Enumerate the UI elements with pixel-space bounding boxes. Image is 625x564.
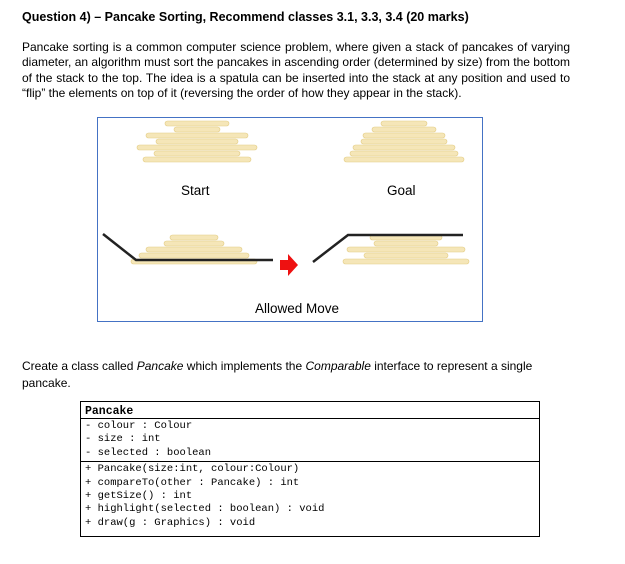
uml-method: + highlight(selected : boolean) : void bbox=[85, 503, 325, 516]
pancake bbox=[381, 121, 427, 126]
pancake bbox=[344, 157, 464, 162]
uml-attribute: - selected : boolean bbox=[85, 446, 212, 459]
pancake-sorting-figure bbox=[97, 117, 483, 322]
desc-suffix: interface to represent a single pancake. bbox=[22, 359, 533, 390]
pancake bbox=[170, 235, 218, 240]
start-stack bbox=[137, 121, 257, 162]
pancake bbox=[156, 139, 238, 144]
pancake bbox=[164, 241, 224, 246]
desc-class-name: Pancake bbox=[136, 359, 184, 373]
pancake bbox=[174, 127, 220, 132]
uml-method: + getSize() : int bbox=[85, 489, 193, 502]
desc-middle: which implements the bbox=[183, 359, 306, 373]
pancake-diagram bbox=[98, 118, 484, 323]
question-title: Question 4) – Pancake Sorting, Recommend classes 3.1, 3.3, 3.4 (20 marks) bbox=[22, 10, 469, 24]
pancake bbox=[343, 259, 469, 264]
pancake bbox=[363, 133, 445, 138]
pancake bbox=[364, 253, 448, 258]
pancake bbox=[165, 121, 229, 126]
pancake bbox=[361, 139, 447, 144]
uml-method: + compareTo(other : Pancake) : int bbox=[85, 476, 300, 489]
class-description bbox=[22, 358, 562, 392]
uml-method: + Pancake(size:int, colour:Colour) bbox=[85, 463, 300, 476]
pancake bbox=[372, 127, 436, 132]
pancake bbox=[143, 157, 251, 162]
desc-interface-name: Comparable bbox=[305, 359, 371, 373]
pancake bbox=[154, 151, 240, 156]
uml-class-diagram bbox=[80, 401, 540, 537]
pancake bbox=[146, 133, 248, 138]
goal-stack bbox=[344, 121, 464, 162]
uml-attribute: - colour : Colour bbox=[85, 420, 193, 432]
pancake bbox=[353, 145, 455, 150]
pancake bbox=[139, 253, 249, 258]
uml-attribute: - size : int bbox=[85, 433, 161, 446]
uml-method: + draw(g : Graphics) : void bbox=[85, 516, 256, 529]
pancake bbox=[350, 151, 458, 156]
move-arrow-icon bbox=[280, 254, 298, 276]
uml-attributes bbox=[81, 419, 539, 462]
pancake bbox=[374, 241, 438, 246]
desc-prefix: Create a class called bbox=[22, 359, 137, 373]
question-intro: Pancake sorting is a common computer science problem, where given a stack of pancakes of varying diameter, an algorithm must sort the pancakes in ascending order (determined by size) from the bottom of the stack to the top. The idea is a spatula can be inserted into the stack at any position and used to “flip” the elements on top of it (reversing the order of how they appear in the stack). bbox=[22, 40, 570, 100]
pancake bbox=[347, 247, 465, 252]
goal-label: Goal bbox=[387, 183, 416, 198]
uml-methods bbox=[81, 462, 539, 536]
allowed-move-label: Allowed Move bbox=[255, 301, 340, 316]
pancake bbox=[137, 145, 257, 150]
uml-class-name: Pancake bbox=[81, 402, 539, 419]
pancake bbox=[146, 247, 242, 252]
start-label: Start bbox=[181, 183, 210, 198]
move-after-stack bbox=[343, 235, 469, 264]
